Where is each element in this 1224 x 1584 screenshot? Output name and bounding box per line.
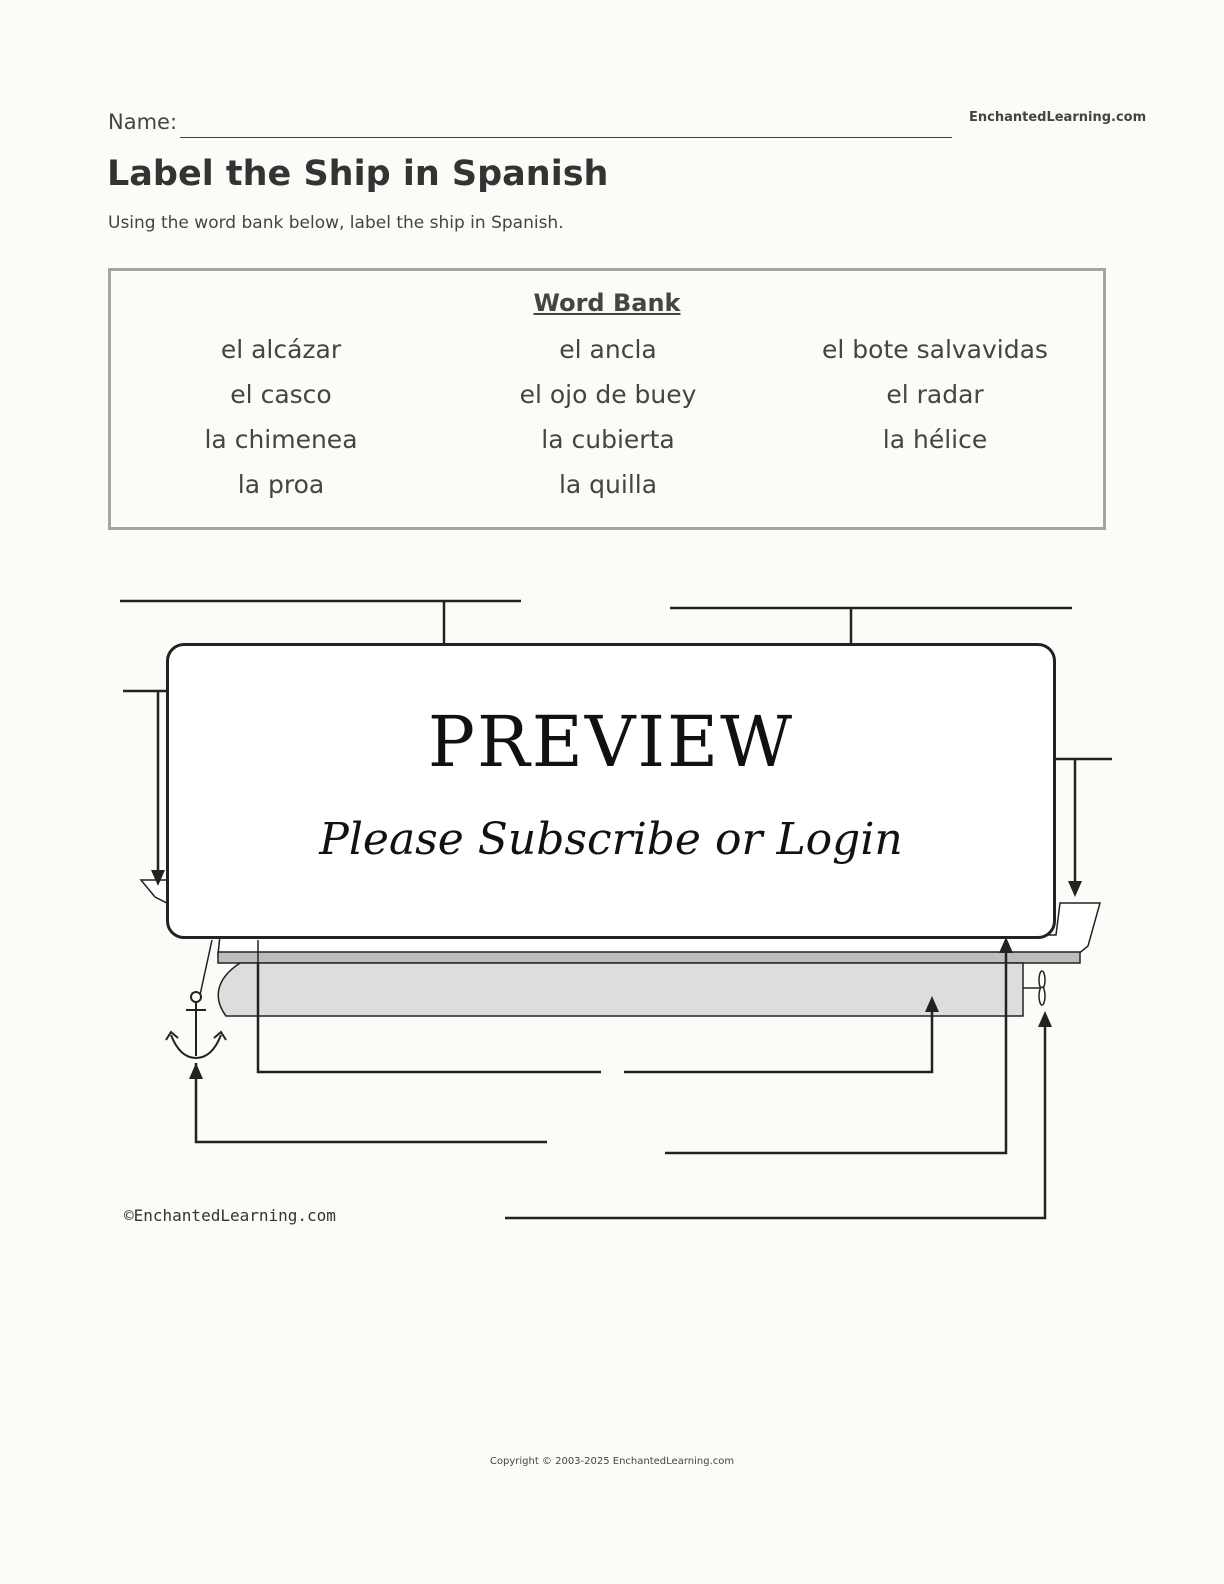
word-bank-word: la chimenea	[204, 425, 358, 454]
word-bank-word: la proa	[237, 470, 325, 499]
word-bank-word: la quilla	[558, 470, 658, 499]
name-label: Name:	[108, 110, 178, 134]
label-line	[196, 1063, 547, 1142]
arrowhead	[1038, 1011, 1052, 1027]
page-title: Label the Ship in Spanish	[107, 154, 609, 194]
anchor-icon	[166, 992, 226, 1058]
arrowhead	[189, 1063, 203, 1079]
word-bank-title: Word Bank	[533, 289, 681, 317]
word-bank-word: la cubierta	[541, 425, 675, 454]
arrowhead	[1068, 881, 1082, 897]
word-bank-word: el bote salvavidas	[822, 335, 1048, 364]
word-bank-word: el ojo de buey	[519, 380, 697, 409]
page-copyright: Copyright © 2003-2025 EnchantedLearning.com	[489, 1456, 735, 1467]
propeller-icon	[1023, 971, 1045, 1005]
word-bank-word: el alcázar	[220, 335, 342, 364]
figure-credit: ©EnchantedLearning.com	[124, 1206, 336, 1225]
preview-subtitle[interactable]: Please Subscribe or Login	[319, 814, 903, 865]
word-bank-word: el radar	[886, 380, 984, 409]
preview-overlay[interactable]	[166, 643, 1056, 939]
preview-title: PREVIEW	[427, 701, 795, 783]
label-line	[624, 1008, 932, 1072]
label-line	[505, 1020, 1045, 1218]
word-bank-word: el ancla	[559, 335, 657, 364]
instructions: Using the word bank below, label the ship in Spanish.	[108, 213, 564, 233]
word-bank-word: la hélice	[882, 425, 988, 454]
site-brand[interactable]: EnchantedLearning.com	[969, 110, 1147, 125]
word-bank-word: el casco	[230, 380, 332, 409]
